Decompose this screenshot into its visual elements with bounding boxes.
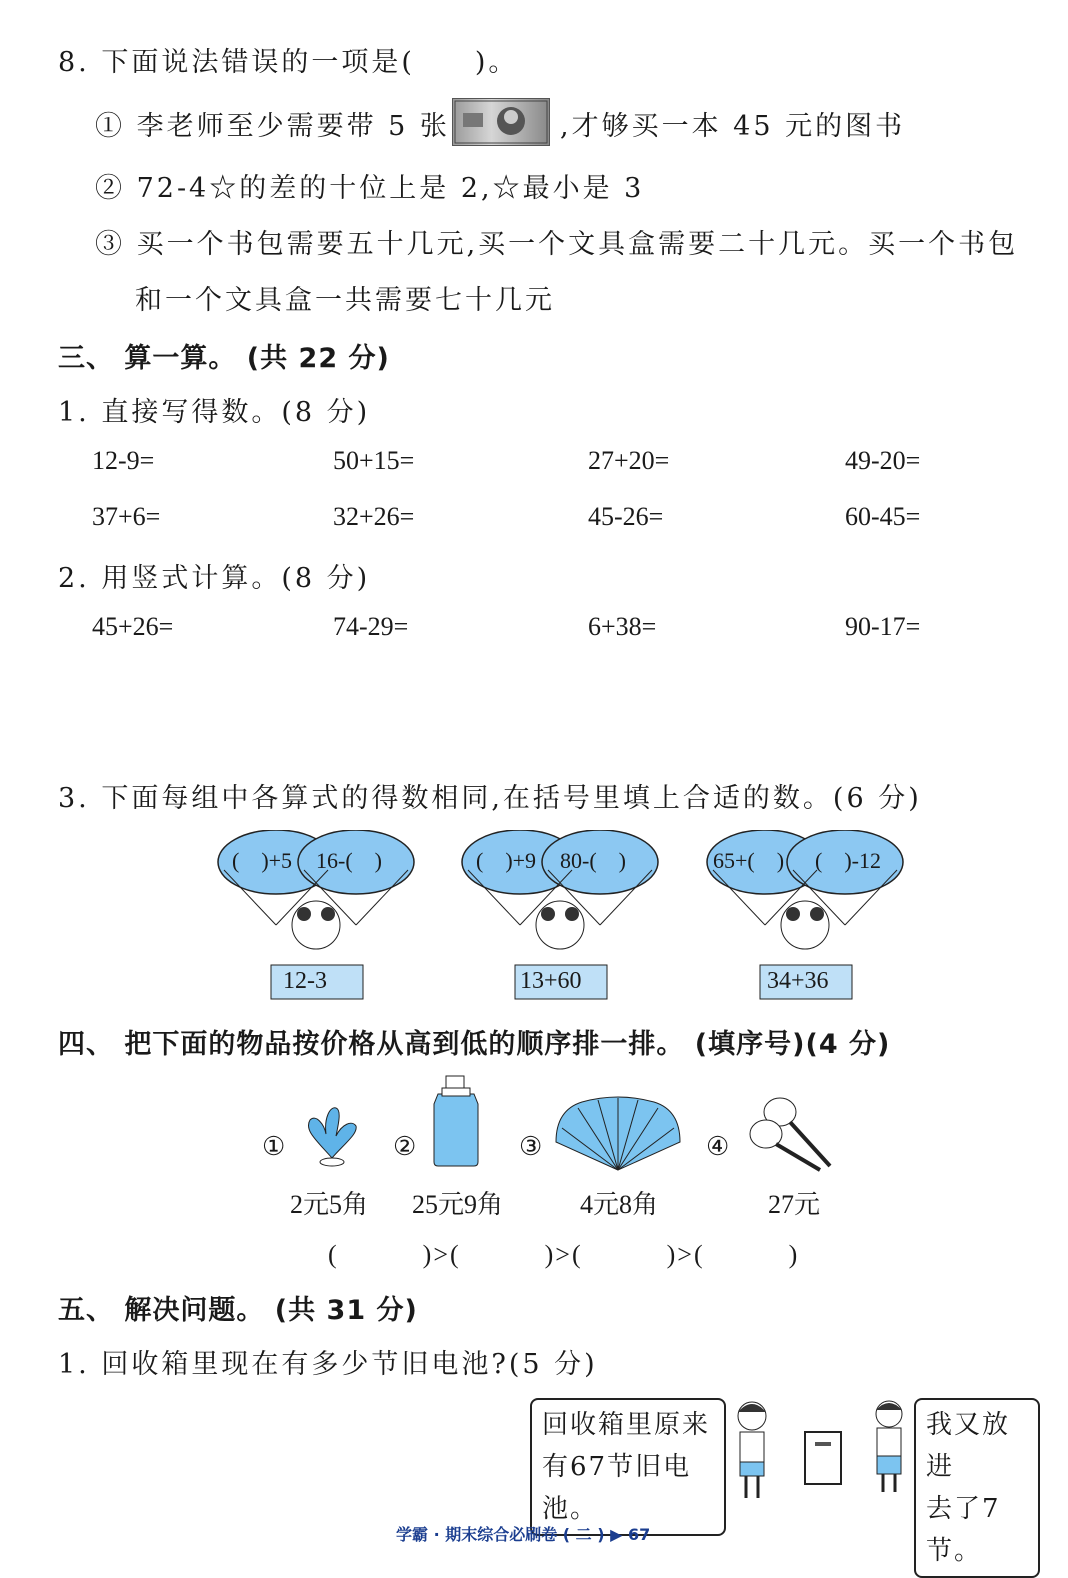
banknote-image — [452, 98, 550, 146]
item-number: ③ — [519, 1132, 543, 1161]
balloon-left-expr: ( )+9 — [476, 848, 537, 873]
balloon-right-expr: 80-( ) — [560, 848, 626, 873]
q8-title: 8. 下面说法错误的一项是( )。 — [58, 47, 519, 78]
q8-option-3-line2: 和一个文具盒一共需要七十几元 — [135, 285, 555, 316]
q8-option-3-line1: ③ 买一个书包需要五十几元,买一个文具盒需要二十几元。买一个书包 — [95, 229, 1019, 260]
sec3-q2-title: 2. 用竖式计算。(8 分) — [58, 563, 371, 594]
expr: 37+6= — [92, 502, 161, 531]
item-price: 2元5角 — [290, 1190, 369, 1219]
expr: 60-45= — [845, 502, 921, 531]
basket-expr: 13+60 — [520, 968, 582, 994]
expr: 27+20= — [588, 446, 670, 475]
expr: 6+38= — [588, 612, 657, 641]
plant-icon — [296, 1100, 368, 1172]
balloon-right-expr: 16-( ) — [316, 848, 382, 873]
basket-expr: 12-3 — [283, 968, 327, 994]
badminton-rackets-icon — [740, 1094, 836, 1174]
section-5-title: 五、 解决问题。 (共 31 分) — [58, 1295, 418, 1326]
basket-expr: 34+36 — [767, 968, 829, 994]
balloon-group-3 — [705, 830, 905, 1000]
expr: 12-9= — [92, 446, 155, 475]
expr: 49-20= — [845, 446, 921, 475]
folding-fan-icon — [552, 1096, 684, 1176]
item-number: ④ — [706, 1132, 730, 1161]
footer-arrow-icon: ▶ — [610, 1525, 623, 1544]
detergent-bottle-icon — [428, 1074, 484, 1168]
q8-option-2: ② 72-4☆的差的十位上是 2,☆最小是 3 — [95, 173, 645, 204]
expr: 45-26= — [588, 502, 664, 531]
item-price: 27元 — [768, 1190, 821, 1219]
expr: 90-17= — [845, 612, 921, 641]
balloon-group-1 — [216, 830, 416, 1000]
balloon-group-2 — [460, 830, 660, 1000]
section-3-title: 三、 算一算。 (共 22 分) — [58, 343, 390, 374]
footer-text: 学霸 · 期末综合必刷卷 ( 二 ) — [396, 1525, 605, 1544]
speech-bubble-left: 回收箱里原来 有67节旧电池。 — [530, 1398, 726, 1536]
page-number: 67 — [628, 1525, 651, 1544]
speech-bubble-right: 我又放进 去了7节。 — [914, 1398, 1040, 1578]
balloon-left-expr: ( )+5 — [232, 848, 293, 873]
item-price: 4元8角 — [580, 1190, 659, 1219]
expr: 32+26= — [333, 502, 415, 531]
q8-option-1a: ① 李老师至少需要带 5 张 — [95, 111, 450, 142]
expr: 74-29= — [333, 612, 409, 641]
sec5-q1-title: 1. 回收箱里现在有多少节旧电池?(5 分) — [58, 1349, 598, 1380]
balloon-right-expr: ( )-12 — [815, 848, 881, 873]
sec3-q1-title: 1. 直接写得数。(8 分) — [58, 397, 371, 428]
girl-icon — [724, 1398, 780, 1502]
order-answer-line[interactable]: ( )>( )>( )>( ) — [328, 1240, 800, 1269]
balloon-left-expr: 65+( ) — [713, 848, 785, 873]
sec3-q3-title: 3. 下面每组中各算式的得数相同,在括号里填上合适的数。(6 分) — [58, 783, 922, 814]
q8-option-1b: ,才够买一本 45 元的图书 — [560, 111, 906, 142]
item-number: ① — [262, 1132, 286, 1161]
expr: 50+15= — [333, 446, 415, 475]
item-number: ② — [393, 1132, 417, 1161]
recycle-box-icon — [803, 1430, 843, 1486]
item-price: 25元9角 — [412, 1190, 504, 1219]
boy-icon — [864, 1396, 914, 1496]
section-4-title: 四、 把下面的物品按价格从高到低的顺序排一排。 (填序号)(4 分) — [58, 1029, 891, 1060]
expr: 45+26= — [92, 612, 174, 641]
